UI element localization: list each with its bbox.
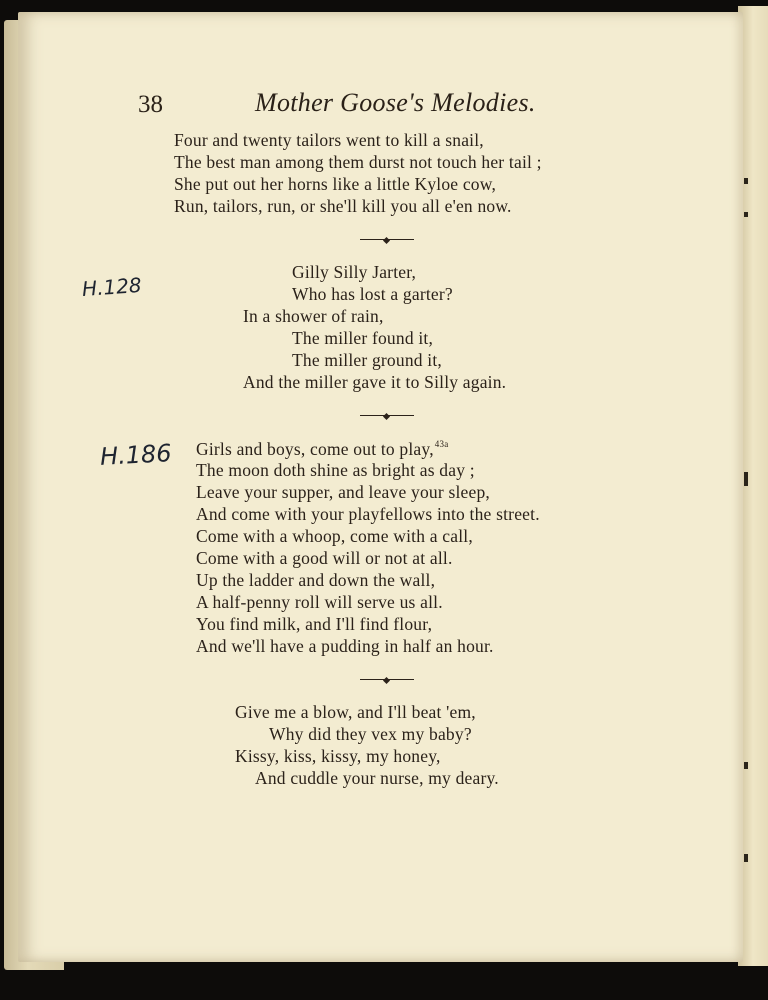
poem-line xyxy=(196,440,448,459)
handwritten-annotation: H.128 xyxy=(81,272,143,302)
edge-mark xyxy=(744,762,748,769)
poem-line: The miller ground it, xyxy=(292,350,443,370)
edge-mark xyxy=(744,472,748,486)
page-number: 38 xyxy=(138,91,163,118)
handwritten-annotation: H.186 xyxy=(99,439,173,471)
poem-line: Why did they vex my baby? xyxy=(269,724,472,744)
poem-line: And cuddle your nurse, my deary. xyxy=(255,768,499,788)
poem-line: She put out her horns like a little Kyloe cow, xyxy=(174,174,497,194)
poem-line: Gilly Silly Jarter, xyxy=(292,262,417,282)
poem-line-text: Girls and boys, come out to play, xyxy=(196,439,434,459)
running-title: Mother Goose's Melodies. xyxy=(255,88,536,117)
poem-line: Four and twenty tailors went to kill a snail, xyxy=(174,130,484,150)
poem-line: A half-penny roll will serve us all. xyxy=(196,592,443,612)
edge-mark xyxy=(744,854,748,862)
footnote-reference: 43a xyxy=(434,439,449,449)
section-divider-ornament xyxy=(360,676,414,684)
poem-line: The miller found it, xyxy=(292,328,434,348)
poem-line: The moon doth shine as bright as day ; xyxy=(196,460,475,480)
poem-line: And the miller gave it to Silly again. xyxy=(243,372,507,392)
poem-line: Who has lost a garter? xyxy=(292,284,453,304)
poem-line: Up the ladder and down the wall, xyxy=(196,570,436,590)
poem-line: Come with a whoop, come with a call, xyxy=(196,526,473,546)
poem-line: And we'll have a pudding in half an hour. xyxy=(196,636,494,656)
poem-line: In a shower of rain, xyxy=(243,306,384,326)
poem-line: And come with your playfellows into the street. xyxy=(196,504,540,524)
poem-line: You find milk, and I'll find flour, xyxy=(196,614,433,634)
poem-line: The best man among them durst not touch her tail ; xyxy=(174,152,542,172)
poem-line: Run, tailors, run, or she'll kill you all e'en now. xyxy=(174,196,512,216)
section-divider-ornament xyxy=(360,412,414,420)
poem-line: Leave your supper, and leave your sleep, xyxy=(196,482,490,502)
poem-line: Kissy, kiss, kissy, my honey, xyxy=(235,746,441,766)
poem-line: Come with a good will or not at all. xyxy=(196,548,453,568)
poem-line: Give me a blow, and I'll beat 'em, xyxy=(235,702,476,722)
edge-mark xyxy=(744,178,748,184)
section-divider-ornament xyxy=(360,236,414,244)
edge-mark xyxy=(744,212,748,217)
